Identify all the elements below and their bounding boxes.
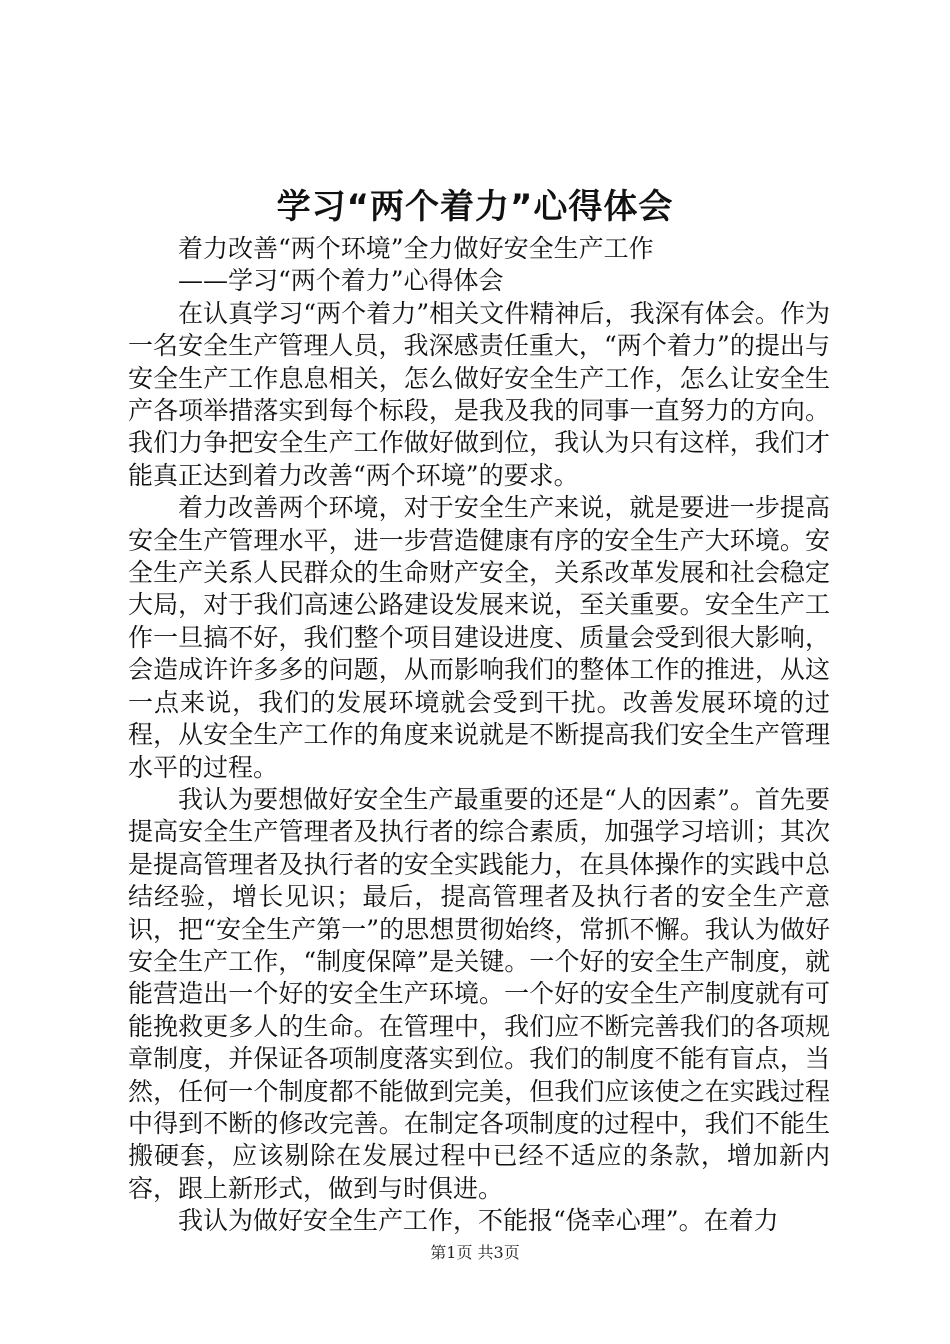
document-title: 学习“两个着力”心得体会 <box>276 187 674 227</box>
paragraph: 着力改善两个环境，对于安全生产来说，就是要进一步提高安全生产管理水平，进一步营造健康有序的安全生产大环境。安全生产关系人民群众的生命财产安全，关系改革发展和社会稳定大局，对于我们高速公路建设发展来说，至关重要。安全生产工作一旦搞不好，我们整个项目建设进度、质量会受到很大影响，会造成许许多多的问题，从而影响我们的整体工作的推进，从这一点来说，我们的发展环境就会受到干扰。改善发展环境的过程，从安全生产工作的角度来说就是不断提高我们安全生产管理水平的过程。 <box>128 493 830 782</box>
paragraph: 在认真学习“两个着力”相关文件精神后，我深有体会。作为一名安全生产管理人员，我深感责任重大，“两个着力”的提出与安全生产工作息息相关，怎么做好安全生产工作，怎么让安全生产各项举措落实到每个标段，是我及我的同事一直努力的方向。我们力争把安全生产工作做好做到位，我认为只有这样，我们才能真正达到着力改善“两个环境”的要求。 <box>128 298 830 490</box>
subtitle-2: ——学习“两个着力”心得体会 <box>178 266 504 296</box>
page-footer: 第1页 共3页 <box>430 1243 520 1262</box>
subtitle: 着力改善“两个环境”全力做好安全生产工作 <box>178 234 654 263</box>
paragraph: 我认为要想做好安全生产最重要的还是“人的因素”。首先要提高安全生产管理者及执行者的综合素质，加强学习培训；其次是提高管理者及执行者的安全实践能力，在具体操作的实践中总结经验，增长见识；最后，提高管理者及执行者的安全生产意识，把“安全生产第一”的思想贯彻始终，常抓不懈。我认为做好安全生产工作，“制度保障”是关键。一个好的安全生产制度，就能营造出一个好的安全生产环境。一个好的安全生产制度就有可能挽救更多人的生命。在管理中，我们应不断完善我们的各项规章制度，并保证各项制度落实到位。我们的制度不能有盲点，当然，任何一个制度都不能做到完美，但我们应该使之在实践过程中得到不断的修改完善。在制定各项制度的过程中，我们不能生搬硬套，应该剔除在发展过程中已经不适应的条款，增加新内容，跟上新形式，做到与时俱进。 <box>128 784 830 1203</box>
paragraph: 我认为做好安全生产工作，不能报“侥幸心理”。在着力 <box>178 1206 779 1236</box>
document-body <box>128 233 830 1238</box>
